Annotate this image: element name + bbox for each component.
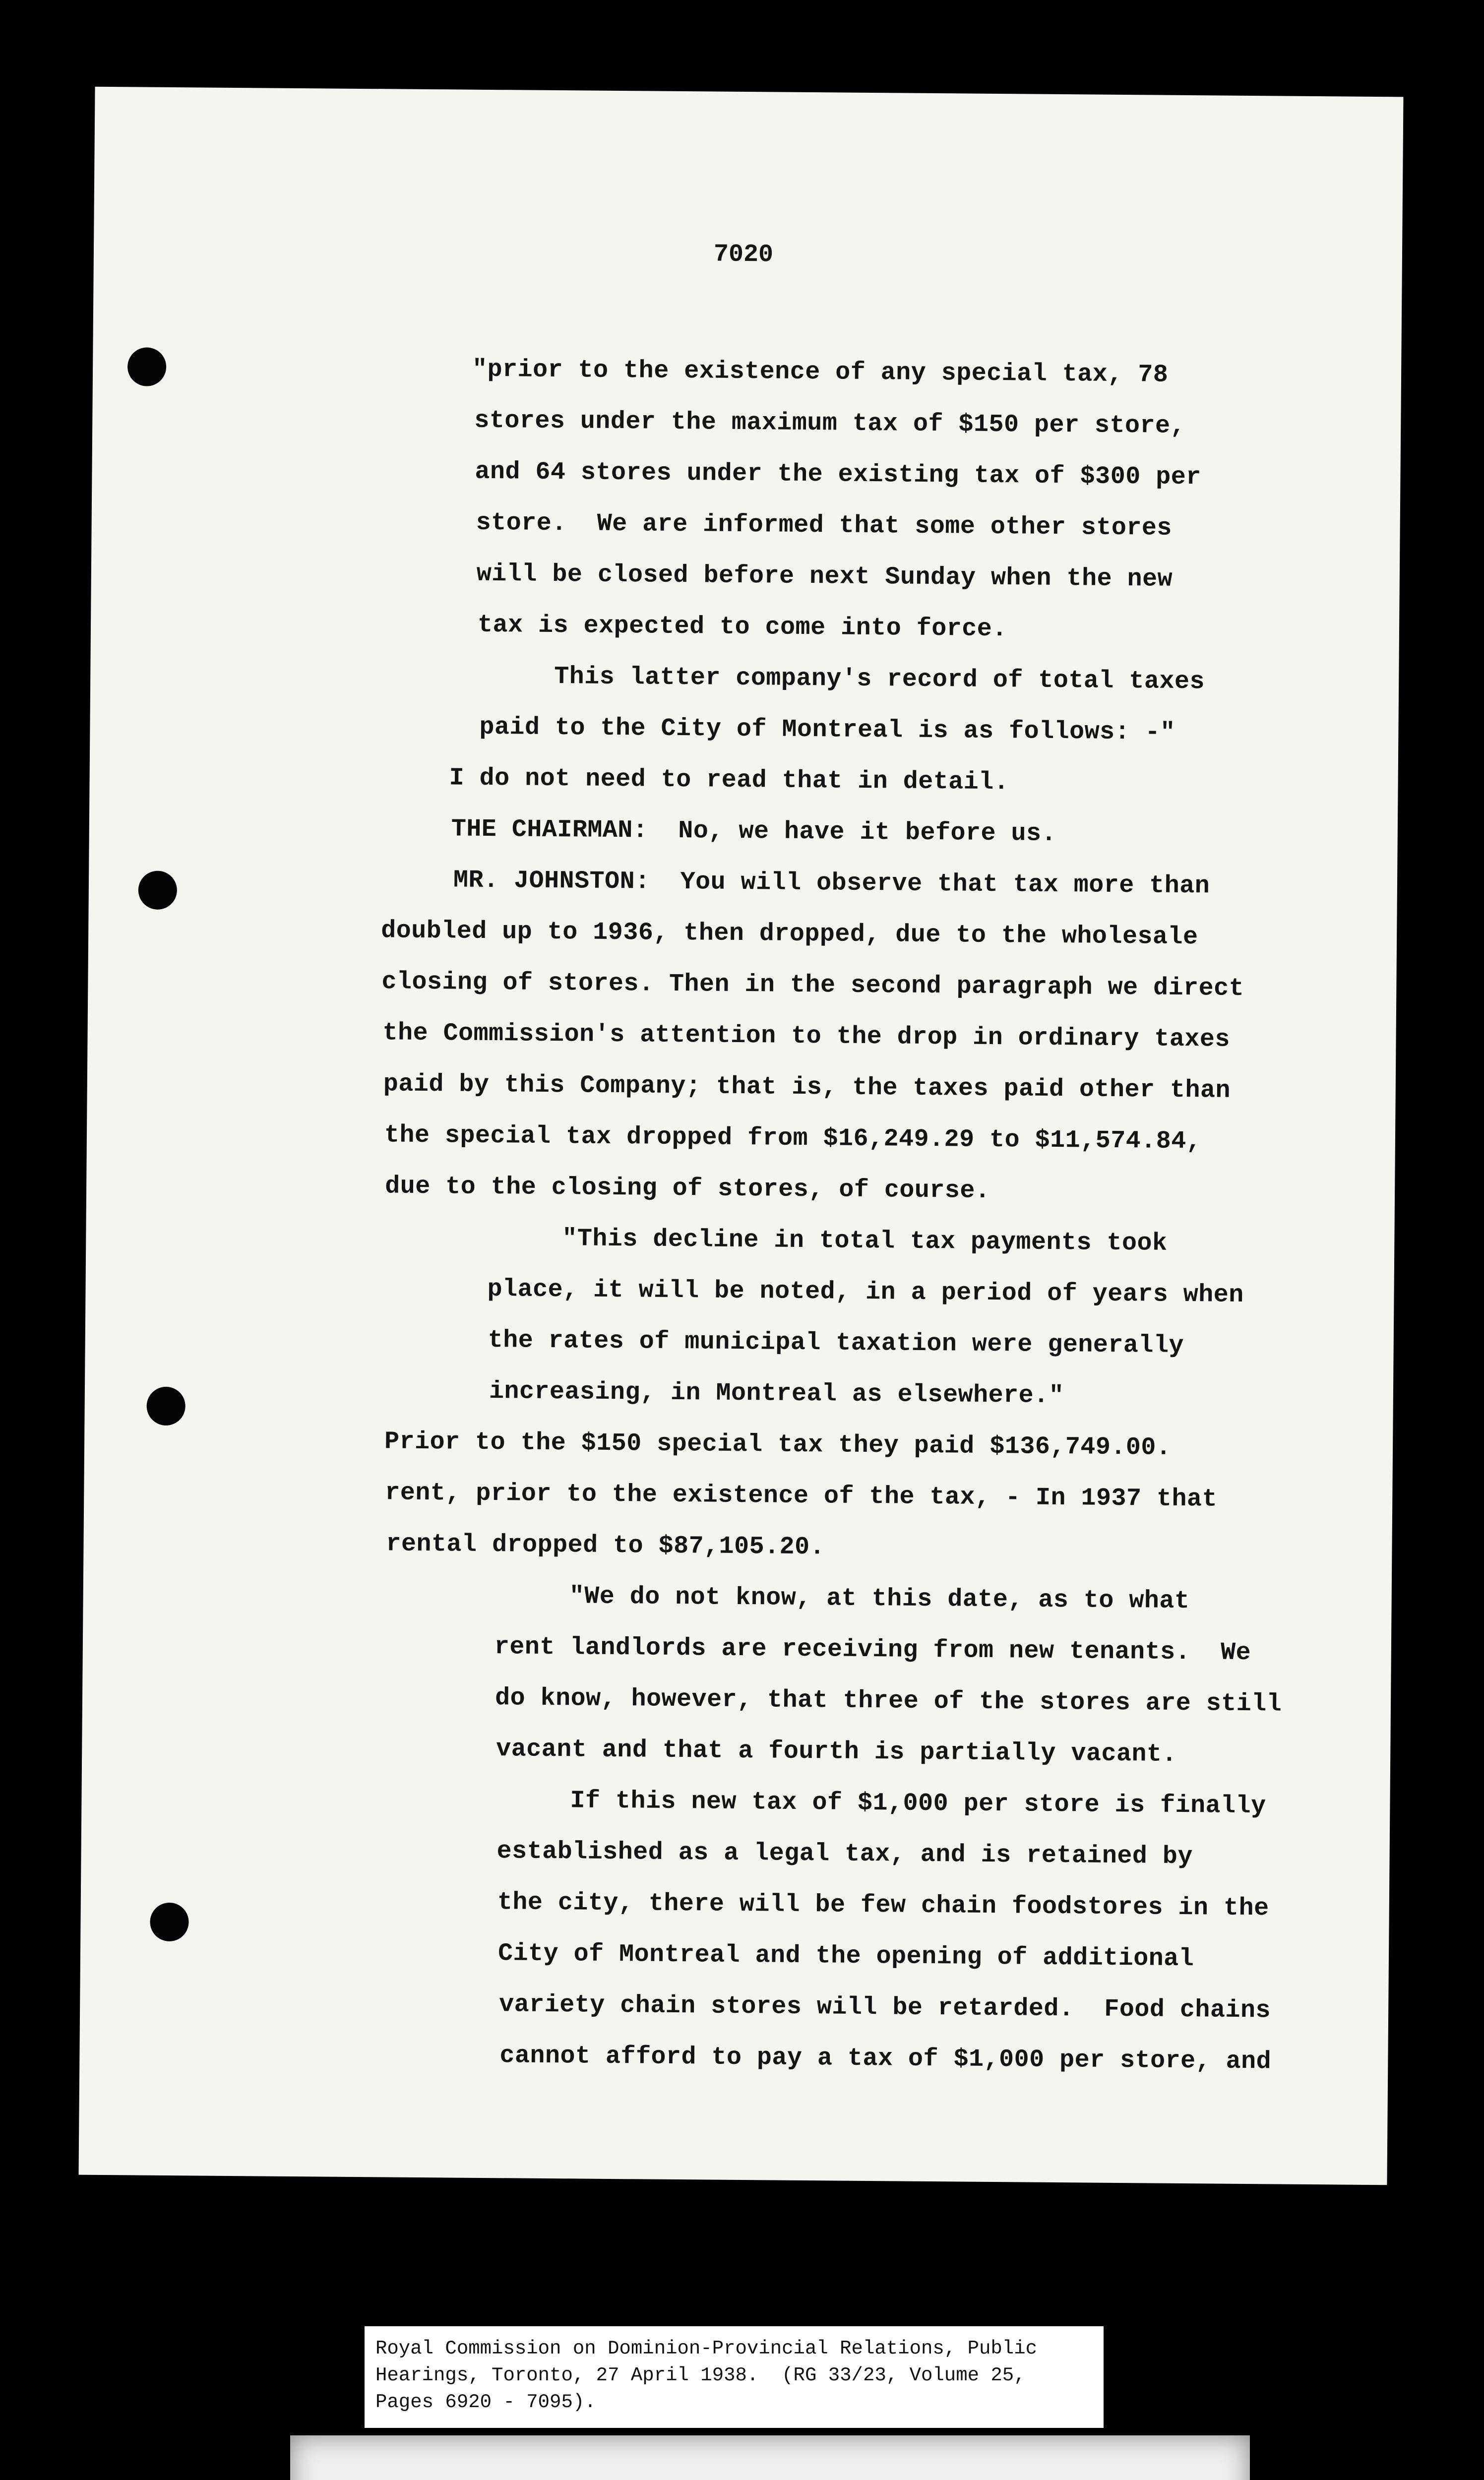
text-line: rent landlords are receiving from new tenants. We [494,1633,1251,1668]
text-line: the city, there will be few chain foodstores in the [497,1888,1269,1923]
text-line: increasing, in Montreal as elsewhere." [489,1377,1064,1411]
text-line: vacant and that a fourth is partially vacant. [496,1735,1177,1769]
text-line: "We do not know, at this date, as to what [569,1582,1190,1616]
label-line: Hearings, Toronto, 27 April 1938. (RG 33/23, Volume 25, [375,2364,1026,2386]
text-line: rental dropped to $87,105.20. [386,1530,825,1562]
text-line: will be closed before next Sunday when the new [476,559,1173,594]
document-page [79,87,1404,2185]
text-line: "This decline in total tax payments took [562,1225,1168,1258]
text-line: do know, however, that three of the stores are still [495,1684,1282,1719]
label-line: Royal Commission on Dominion-Provincial Relations, Public [375,2338,1038,2359]
text-line: paid to the City of Montreal is as follows: -" [479,713,1175,747]
text-line: I do not need to read that in detail. [449,764,1009,797]
text-line: established as a legal tax, and is retained by [496,1837,1193,1871]
text-line: closing of stores. Then in the second paragraph we direct [381,968,1244,1003]
text-line: the rates of municipal taxation were generally [488,1326,1184,1361]
punch-hole [127,347,167,386]
text-line: THE CHAIRMAN: No, we have it before us. [451,815,1057,848]
text-line: rent, prior to the existence of the tax, - In 1937 that [385,1479,1218,1514]
public-archives-stamp [290,2435,1250,2480]
text-line: the Commission's attention to the drop in ordinary taxes [382,1019,1231,1054]
text-line: due to the closing of stores, of course. [384,1172,990,1205]
punch-hole [146,1387,186,1426]
text-line: Prior to the $150 special tax they paid $136,749.00. [384,1427,1172,1462]
text-line: cannot afford to pay a tax of $1,000 per store, and [499,2042,1272,2076]
text-line: stores under the maximum tax of $150 per store, [474,406,1186,440]
text-line: and 64 stores under the existing tax of $300 per [475,457,1201,492]
text-line: place, it will be noted, in a period of years when [487,1275,1244,1309]
text-line: This latter company's record of total taxes [554,663,1205,696]
punch-hole [138,870,178,910]
label-line: Pages 6920 - 7095). [375,2391,596,2413]
text-line: the special tax dropped from $16,249.29 to $11,574.84, [384,1121,1202,1156]
text-line: City of Montreal and the opening of additional [497,1939,1194,1974]
text-line: doubled up to 1936, then dropped, due to the wholesale [380,917,1198,952]
text-line: store. We are informed that some other stores [476,508,1173,543]
page-number: 7020 [713,240,774,269]
text-line: paid by this Company; that is, the taxes paid other than [383,1070,1231,1105]
text-line: If this new tax of $1,000 per store is finally [570,1787,1266,1821]
text-line: variety chain stores will be retarded. Food chains [499,1990,1271,2025]
text-line: tax is expected to come into force. [477,611,1007,644]
text-line: "prior to the existence of any special tax, 78 [472,355,1169,389]
text-line: MR. JOHNSTON: You will observe that tax more than [453,866,1210,901]
punch-hole [150,1903,189,1942]
archive-reference-label [365,2326,1104,2428]
